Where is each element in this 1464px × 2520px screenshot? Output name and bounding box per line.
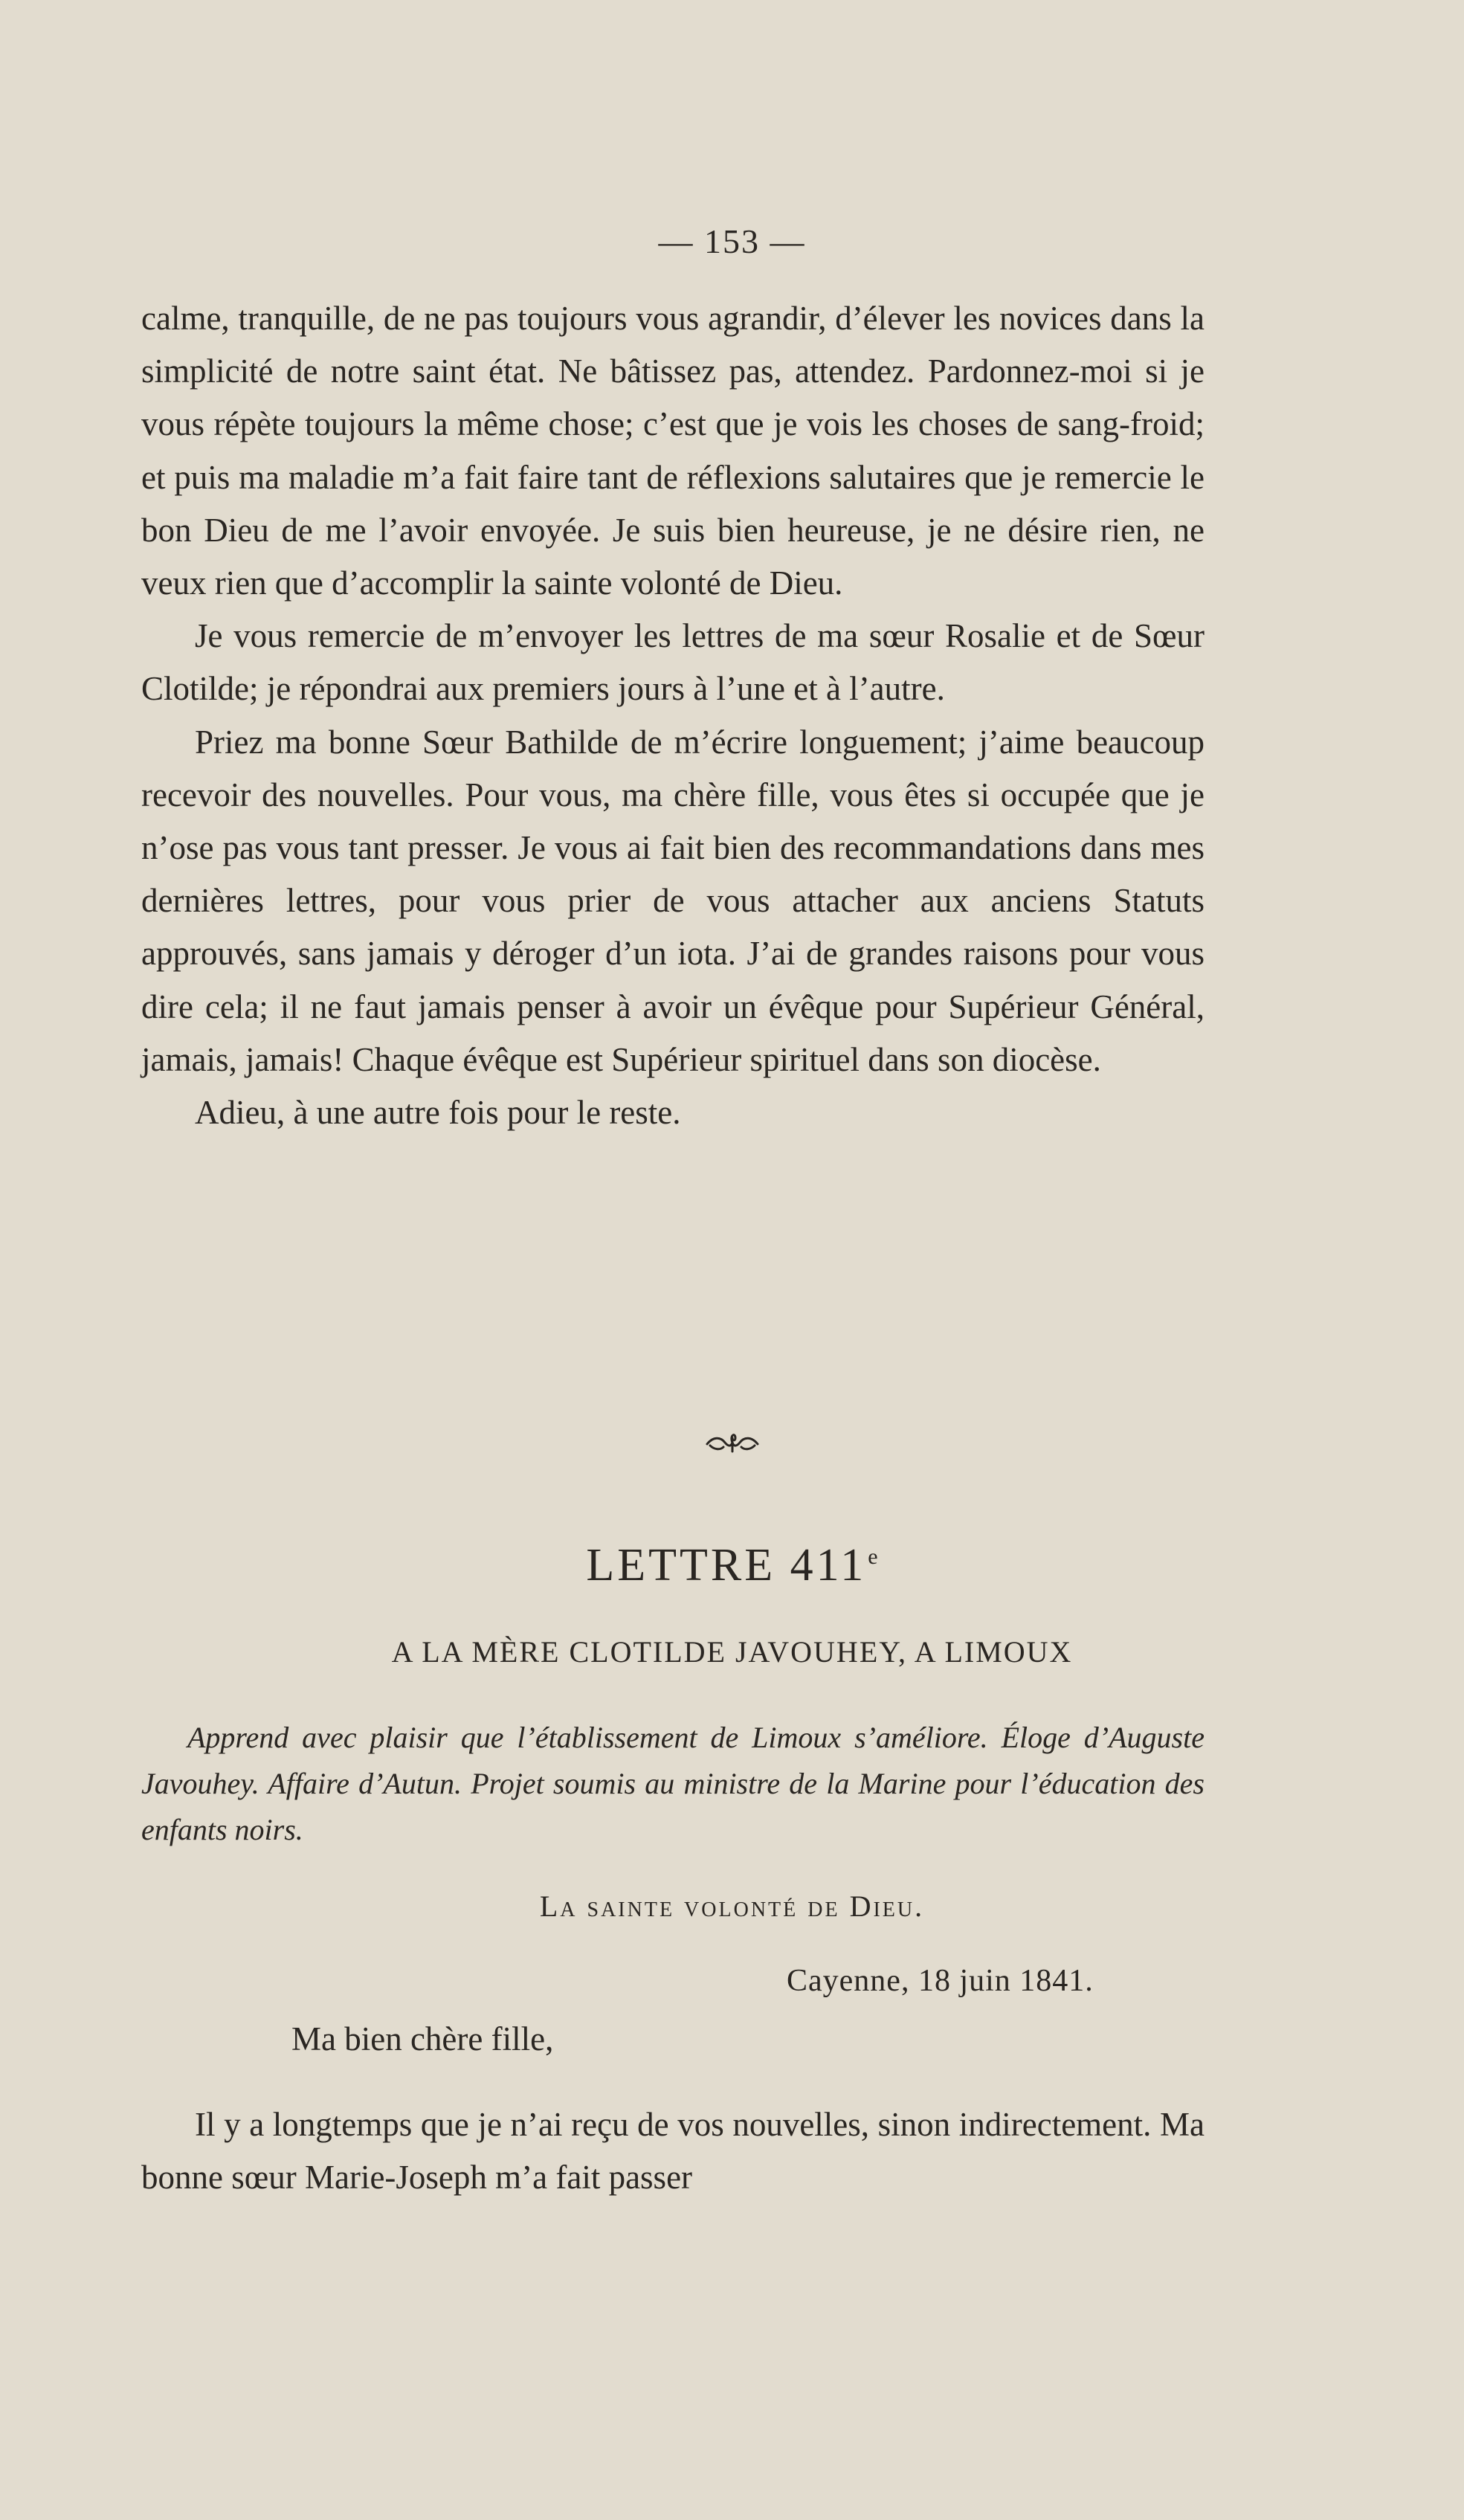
letter-summary: Apprend avec plaisir que l’établissement de Limoux s’améliore. Éloge d’Auguste Javouhey. Affaire d’Autun. Projet soumis au ministre de la Marine pour l’éducation des enfants noirs. [141,1721,1205,1846]
previous-letter-text [141,292,1205,1139]
letter-salutation: Ma bien chère fille, [291,2020,554,2057]
paragraph: Il y a longtemps que je n’ai reçu de vos nouvelles, sinon indirectement. Ma bonne sœur Marie-Joseph m’a fait passer [141,2106,1205,2197]
letter-motto: La sainte volonté de Dieu. [539,1889,925,1923]
paragraph: Adieu, à une autre fois pour le reste. [195,1094,681,1132]
letter-title-text: LETTRE 411 [586,1540,867,1591]
letter-text [141,2098,1205,2204]
fleuron-icon [0,1428,1464,1461]
letter-recipient: A LA MÈRE CLOTILDE JAVOUHEY, A LIMOUX [391,1635,1073,1669]
letter-title [0,1539,1464,1592]
paragraph: Je vous remercie de m’envoyer les lettres de ma sœur Rosalie et de Sœur Clotilde; je répondrai aux premiers jours à l’une et à l’autre. [141,617,1205,708]
paragraph: calme, tranquille, de ne pas toujours vous agrandir, d’élever les novices dans la simplicité de notre saint état. Ne bâtissez pas, attendez. Pardonnez-moi si je vous répète toujours la même chose; c’est que je vois les choses de sang-froid; et puis ma maladie m’a fait faire tant de réflexions salutaires que je remercie le bon Dieu de me l’avoir envoyée. Je suis bien heureuse, je ne désire rien, ne veux rien que d’accomplir la sainte volonté de Dieu. [141,300,1205,602]
letter-title-suffix: e [868,1544,878,1570]
paragraph: Priez ma bonne Sœur Bathilde de m’écrire longuement; j’aime beaucoup recevoir des nouvelles. Pour vous, ma chère fille, vous êtes si occupée que je n’ose pas vous tant presser. Je vous ai fait bien des recommandations dans mes dernières lettres, pour vous prier de vous attacher aux anciens Statuts approuvés, sans jamais y déroger d’un iota. J’ai de grandes raisons pour vous dire cela; il ne faut jamais penser à avoir un évêque pour Supérieur Général, jamais, jamais! Chaque évêque est Supérieur spirituel dans son diocèse. [141,723,1205,1078]
letter-dateline: Cayenne, 18 juin 1841. [787,1964,1094,1998]
page-number: — 153 — [658,222,806,260]
